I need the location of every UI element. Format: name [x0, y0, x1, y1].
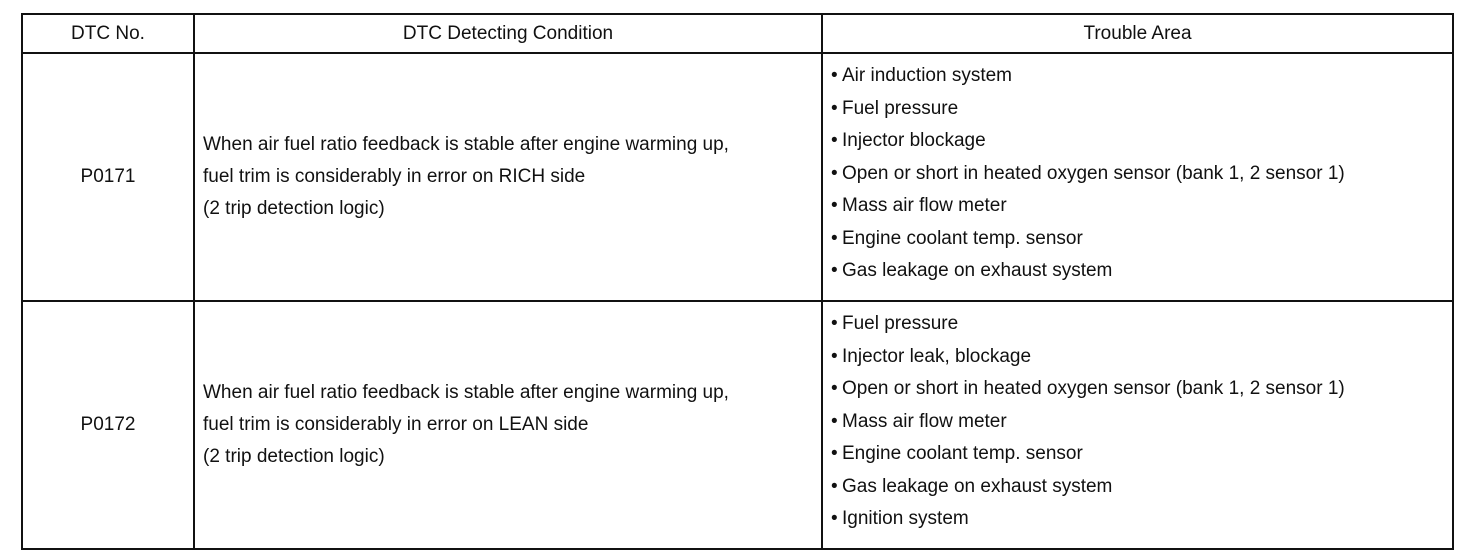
dtc-code: P0172: [22, 301, 194, 549]
condition-line: When air fuel ratio feedback is stable after engine warming up,: [203, 134, 729, 155]
condition-line: (2 trip detection logic): [203, 198, 385, 219]
detecting-condition: [194, 53, 822, 301]
dtc-table: [21, 13, 1454, 550]
bullet-icon: •: [831, 162, 838, 184]
bullet-icon: •: [831, 475, 838, 497]
trouble-area-list: [831, 308, 1452, 536]
header-detecting-condition: DTC Detecting Condition: [194, 14, 822, 53]
trouble-area: [822, 53, 1453, 301]
bullet-icon: •: [831, 260, 838, 281]
table-row: [22, 301, 1453, 549]
trouble-area: [822, 301, 1453, 549]
list-item: • Air induction system: [831, 60, 1452, 93]
list-item: • Injector blockage: [831, 125, 1452, 158]
bullet-icon: •: [831, 227, 838, 249]
list-item: • Open or short in heated oxygen sensor (bank 1, 2 sensor 1): [831, 373, 1452, 406]
bullet-icon: •: [831, 345, 838, 367]
list-item: • Gas leakage on exhaust system: [831, 471, 1452, 504]
list-item: • Open or short in heated oxygen sensor (bank 1, 2 sensor 1): [831, 158, 1452, 191]
condition-line: fuel trim is considerably in error on RICH side: [203, 166, 586, 187]
list-item: • Mass air flow meter: [831, 190, 1452, 223]
bullet-icon: •: [831, 195, 838, 216]
bullet-icon: •: [831, 313, 838, 334]
list-item: • Ignition system: [831, 503, 1452, 536]
list-item: • Mass air flow meter: [831, 406, 1452, 439]
list-item: • Engine coolant temp. sensor: [831, 438, 1452, 471]
bullet-icon: •: [831, 65, 838, 86]
list-item: • Fuel pressure: [831, 308, 1452, 341]
bullet-icon: •: [831, 378, 838, 399]
header-dtc-no: DTC No.: [22, 14, 194, 53]
list-item: • Fuel pressure: [831, 93, 1452, 126]
bullet-icon: •: [831, 97, 838, 119]
table-row: [22, 53, 1453, 301]
bullet-icon: •: [831, 410, 838, 432]
bullet-icon: •: [831, 130, 838, 151]
list-item: • Injector leak, blockage: [831, 341, 1452, 374]
list-item: • Gas leakage on exhaust system: [831, 255, 1452, 288]
header-row: [22, 14, 1453, 53]
trouble-area-list: [831, 60, 1452, 288]
condition-line: When air fuel ratio feedback is stable after engine warming up,: [203, 382, 729, 403]
header-trouble-area: Trouble Area: [822, 14, 1453, 53]
list-item: • Engine coolant temp. sensor: [831, 223, 1452, 256]
dtc-code: P0171: [22, 53, 194, 301]
condition-line: fuel trim is considerably in error on LEAN side: [203, 414, 589, 435]
bullet-icon: •: [831, 443, 838, 464]
condition-line: (2 trip detection logic): [203, 446, 385, 467]
bullet-icon: •: [831, 508, 838, 529]
detecting-condition: [194, 301, 822, 549]
